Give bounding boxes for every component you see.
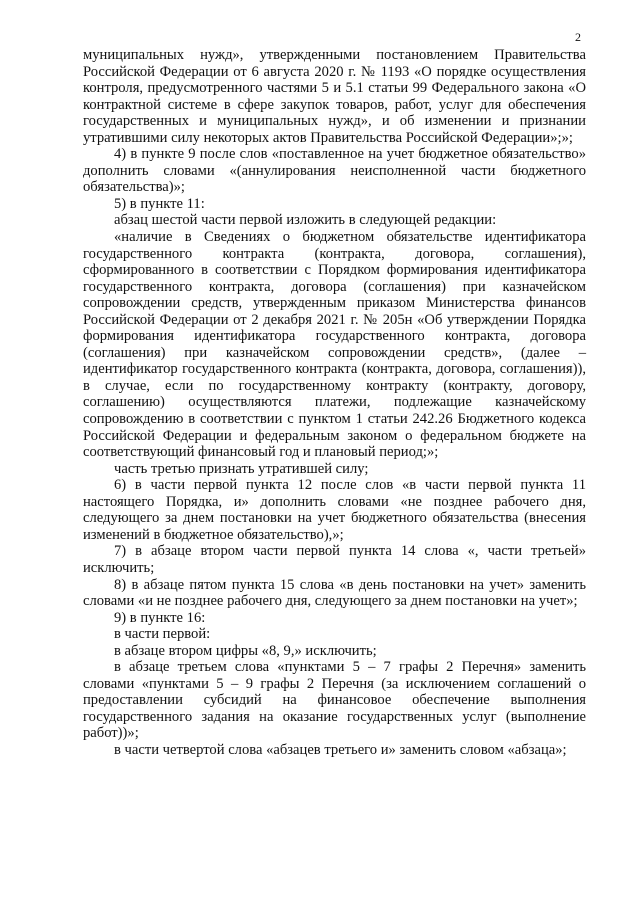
paragraph-item-5-new-text: «наличие в Сведениях о бюджетном обязательстве идентификатора государственного контракта (контракта, договора, соглашения), сформированного в соответствии с Порядком формирования идентификатора государственного контракта, договора (соглашения) при казначейском сопровождении средств, утвержденным приказом Министерства финансов Российской Федерации от 2 декабря 2021 г. № 205н «Об утверждении Порядка формирования идентификатора государственного контракта, договора (соглашения) при казначейском сопровождении средств», (далее – идентификатор государственного контракта (контракта, договора, соглашения)), в случае, если по государственному контракту (контракту, договору, соглашению) осуществляются платежи, подлежащие казначейскому сопровождению в соответствии с пунктом 1 статьи 242.26 Бюджетного кодекса Российской Федерации и федеральным законом о федеральном бюджете на соответствующий финансовый год и плановый период;»; xyxy=(83,229,586,461)
paragraph-item-7: 7) в абзаце втором части первой пункта 14 слова «, части третьей» исключить; xyxy=(83,543,586,576)
paragraph-item-5-part-three: часть третью признать утратившей силу; xyxy=(114,460,369,477)
paragraph-item-9-part-one: в части первой: xyxy=(114,626,211,643)
paragraph-item-5: 5) в пункте 11: xyxy=(114,195,205,212)
paragraph-item-5-intro: абзац шестой части первой изложить в следующей редакции: xyxy=(114,212,497,229)
page-number: 2 xyxy=(575,30,581,44)
paragraph-continuation: муниципальных нужд», утвержденными постановлением Правительства Российской Федерации от 6 августа 2020 г. № 1193 «О порядке осуществления контроля, предусмотренного частями 5 и 5.1 статьи 99 Федерального закона «О контрактной системе в сфере закупок товаров, работ, услуг для обеспечения государственных и муниципальных нужд», и об изменении и признании утратившими силу некоторых актов Правительства Российской Федерации»;»; xyxy=(83,47,586,146)
paragraph-item-6: 6) в части первой пункта 12 после слов «в части первой пункта 11 настоящего Порядка, и» дополнить словами «не позднее рабочего дня, следующего за днем постановки на учет бюджетного обязательства (внесения изменений в бюджетное обязательство),»; xyxy=(83,477,586,543)
paragraph-item-9-part-four: в части четвертой слова «абзацев третьего и» заменить словом «абзаца»; xyxy=(114,741,567,758)
paragraph-item-4: 4) в пункте 9 после слов «поставленное на учет бюджетное обязательство» дополнить словами «(аннулирования неисполненной части бюджетного обязательства)»; xyxy=(83,146,586,196)
document-body xyxy=(83,47,586,759)
paragraph-item-9-abzac-3: в абзаце третьем слова «пунктами 5 – 7 графы 2 Перечня» заменить словами «пунктами 5 – 9 графы 2 Перечня (за исключением соглашений о предоставлении субсидий на финансовое обеспечение выполнения государственного задания на оказание государственных услуг (выполнение работ))»; xyxy=(83,659,586,742)
paragraph-item-9: 9) в пункте 16: xyxy=(114,609,206,626)
paragraph-item-8: 8) в абзаце пятом пункта 15 слова «в день постановки на учет» заменить словами «и не позднее рабочего дня, следующего за днем постановки на учет»; xyxy=(83,576,586,610)
paragraph-item-9-abzac-2: в абзаце втором цифры «8, 9,» исключить; xyxy=(114,642,377,659)
